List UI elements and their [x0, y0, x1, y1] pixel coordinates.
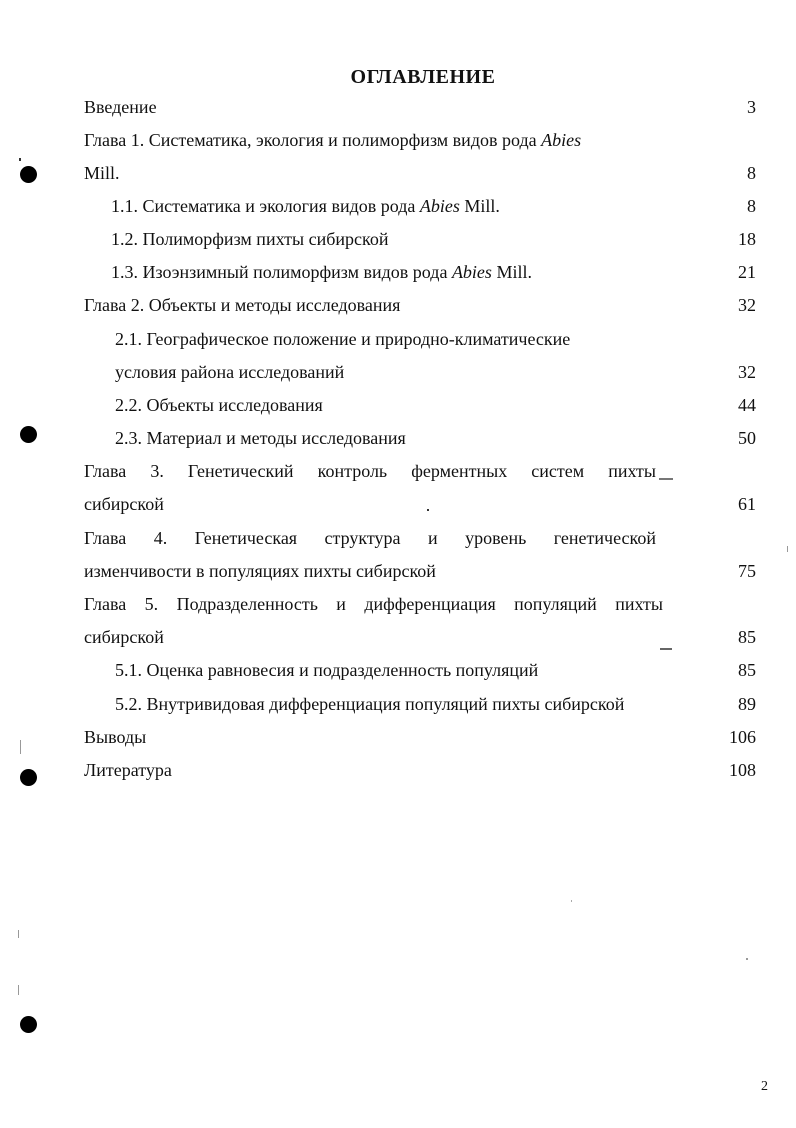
toc-page-chapter-2: 32 [738, 295, 756, 315]
section-1-3-author: Mill. [491, 262, 532, 282]
scan-speck [659, 478, 673, 480]
toc-entry-chapter-1 [84, 129, 581, 151]
section-1-3-genus: Abies [451, 262, 492, 282]
scan-speck [18, 930, 19, 938]
section-1-1-title: 1.1. Систематика и экология видов рода [111, 196, 420, 216]
scan-speck [20, 740, 21, 754]
toc-page-chapter-3: 61 [738, 494, 756, 514]
toc-page-section-5-2: 89 [738, 694, 756, 714]
toc-page-section-1-3: 21 [738, 262, 756, 282]
scan-speck [571, 900, 572, 902]
scan-speck [427, 509, 429, 511]
toc-entry-chapter-5-cont: сибирской [84, 627, 164, 647]
toc-entry-section-1-1 [111, 195, 500, 217]
section-1-1-author: Mill. [459, 196, 500, 216]
chapter-1-title: Глава 1. Систематика, экология и полиморфизм видов рода [84, 130, 542, 150]
toc-entry-section-5-1: 5.1. Оценка равновесия и подразделенность популяций [115, 660, 539, 680]
toc-entry-conclusions: Выводы [84, 727, 147, 747]
toc-entry-chapter-2: Глава 2. Объекты и методы исследования [84, 295, 401, 315]
page-number: 2 [761, 1079, 768, 1094]
toc-entry-section-2-1: 2.1. Географическое положение и природно-климатические [115, 329, 571, 349]
toc-entry-chapter-4-cont: изменчивости в популяциях пихты сибирской [84, 561, 436, 581]
toc-entry-intro: Введение [84, 97, 157, 117]
toc-page-chapter-4: 75 [738, 561, 756, 581]
toc-entry-chapter-5: Глава 5. Подразделенность и дифференциация популяций пихты [84, 594, 663, 614]
scan-speck [746, 958, 748, 960]
toc-page-section-2-3: 50 [738, 428, 756, 448]
toc-entry-section-1-2: 1.2. Полиморфизм пихты сибирской [111, 229, 389, 249]
page-title: ОГЛАВЛЕНИЕ [350, 66, 496, 88]
chapter-1-genus: Abies [541, 130, 582, 150]
toc-entry-section-2-1-cont: условия района исследований [115, 362, 345, 382]
toc-entry-chapter-3: Глава 3. Генетический контроль ферментных систем пихты [84, 461, 656, 481]
punch-hole [20, 769, 37, 786]
toc-page-conclusions: 106 [729, 727, 756, 747]
toc-entry-section-1-3 [111, 261, 532, 283]
scan-speck [787, 546, 788, 552]
toc-page-section-1-1: 8 [747, 196, 756, 216]
scan-speck [660, 648, 672, 650]
punch-hole [20, 1016, 37, 1033]
toc-page-intro: 3 [747, 97, 756, 117]
toc-page-section-1-2: 18 [738, 229, 756, 249]
toc-entry-section-2-3: 2.3. Материал и методы исследования [115, 428, 406, 448]
scan-speck [18, 985, 19, 995]
punch-hole [20, 166, 37, 183]
toc-page-chapter-1: 8 [747, 163, 756, 183]
scan-speck [19, 158, 21, 161]
toc-page-section-2-2: 44 [738, 395, 756, 415]
toc-page-literature: 108 [729, 760, 756, 780]
section-1-1-genus: Abies [419, 196, 460, 216]
toc-entry-chapter-1-cont: Mill. [84, 163, 120, 183]
toc-entry-chapter-4: Глава 4. Генетическая структура и уровень генетической [84, 528, 656, 548]
toc-entry-chapter-3-cont: сибирской [84, 494, 164, 514]
toc-entry-section-5-2: 5.2. Внутривидовая дифференциация популяций пихты сибирской [115, 694, 625, 714]
toc-page-section-2-1: 32 [738, 362, 756, 382]
toc-entry-literature: Литература [84, 760, 172, 780]
punch-hole [20, 426, 37, 443]
toc-page-chapter-5: 85 [738, 627, 756, 647]
toc-page-section-5-1: 85 [738, 660, 756, 680]
toc-entry-section-2-2: 2.2. Объекты исследования [115, 395, 323, 415]
section-1-3-title: 1.3. Изоэнзимный полиморфизм видов рода [111, 262, 452, 282]
